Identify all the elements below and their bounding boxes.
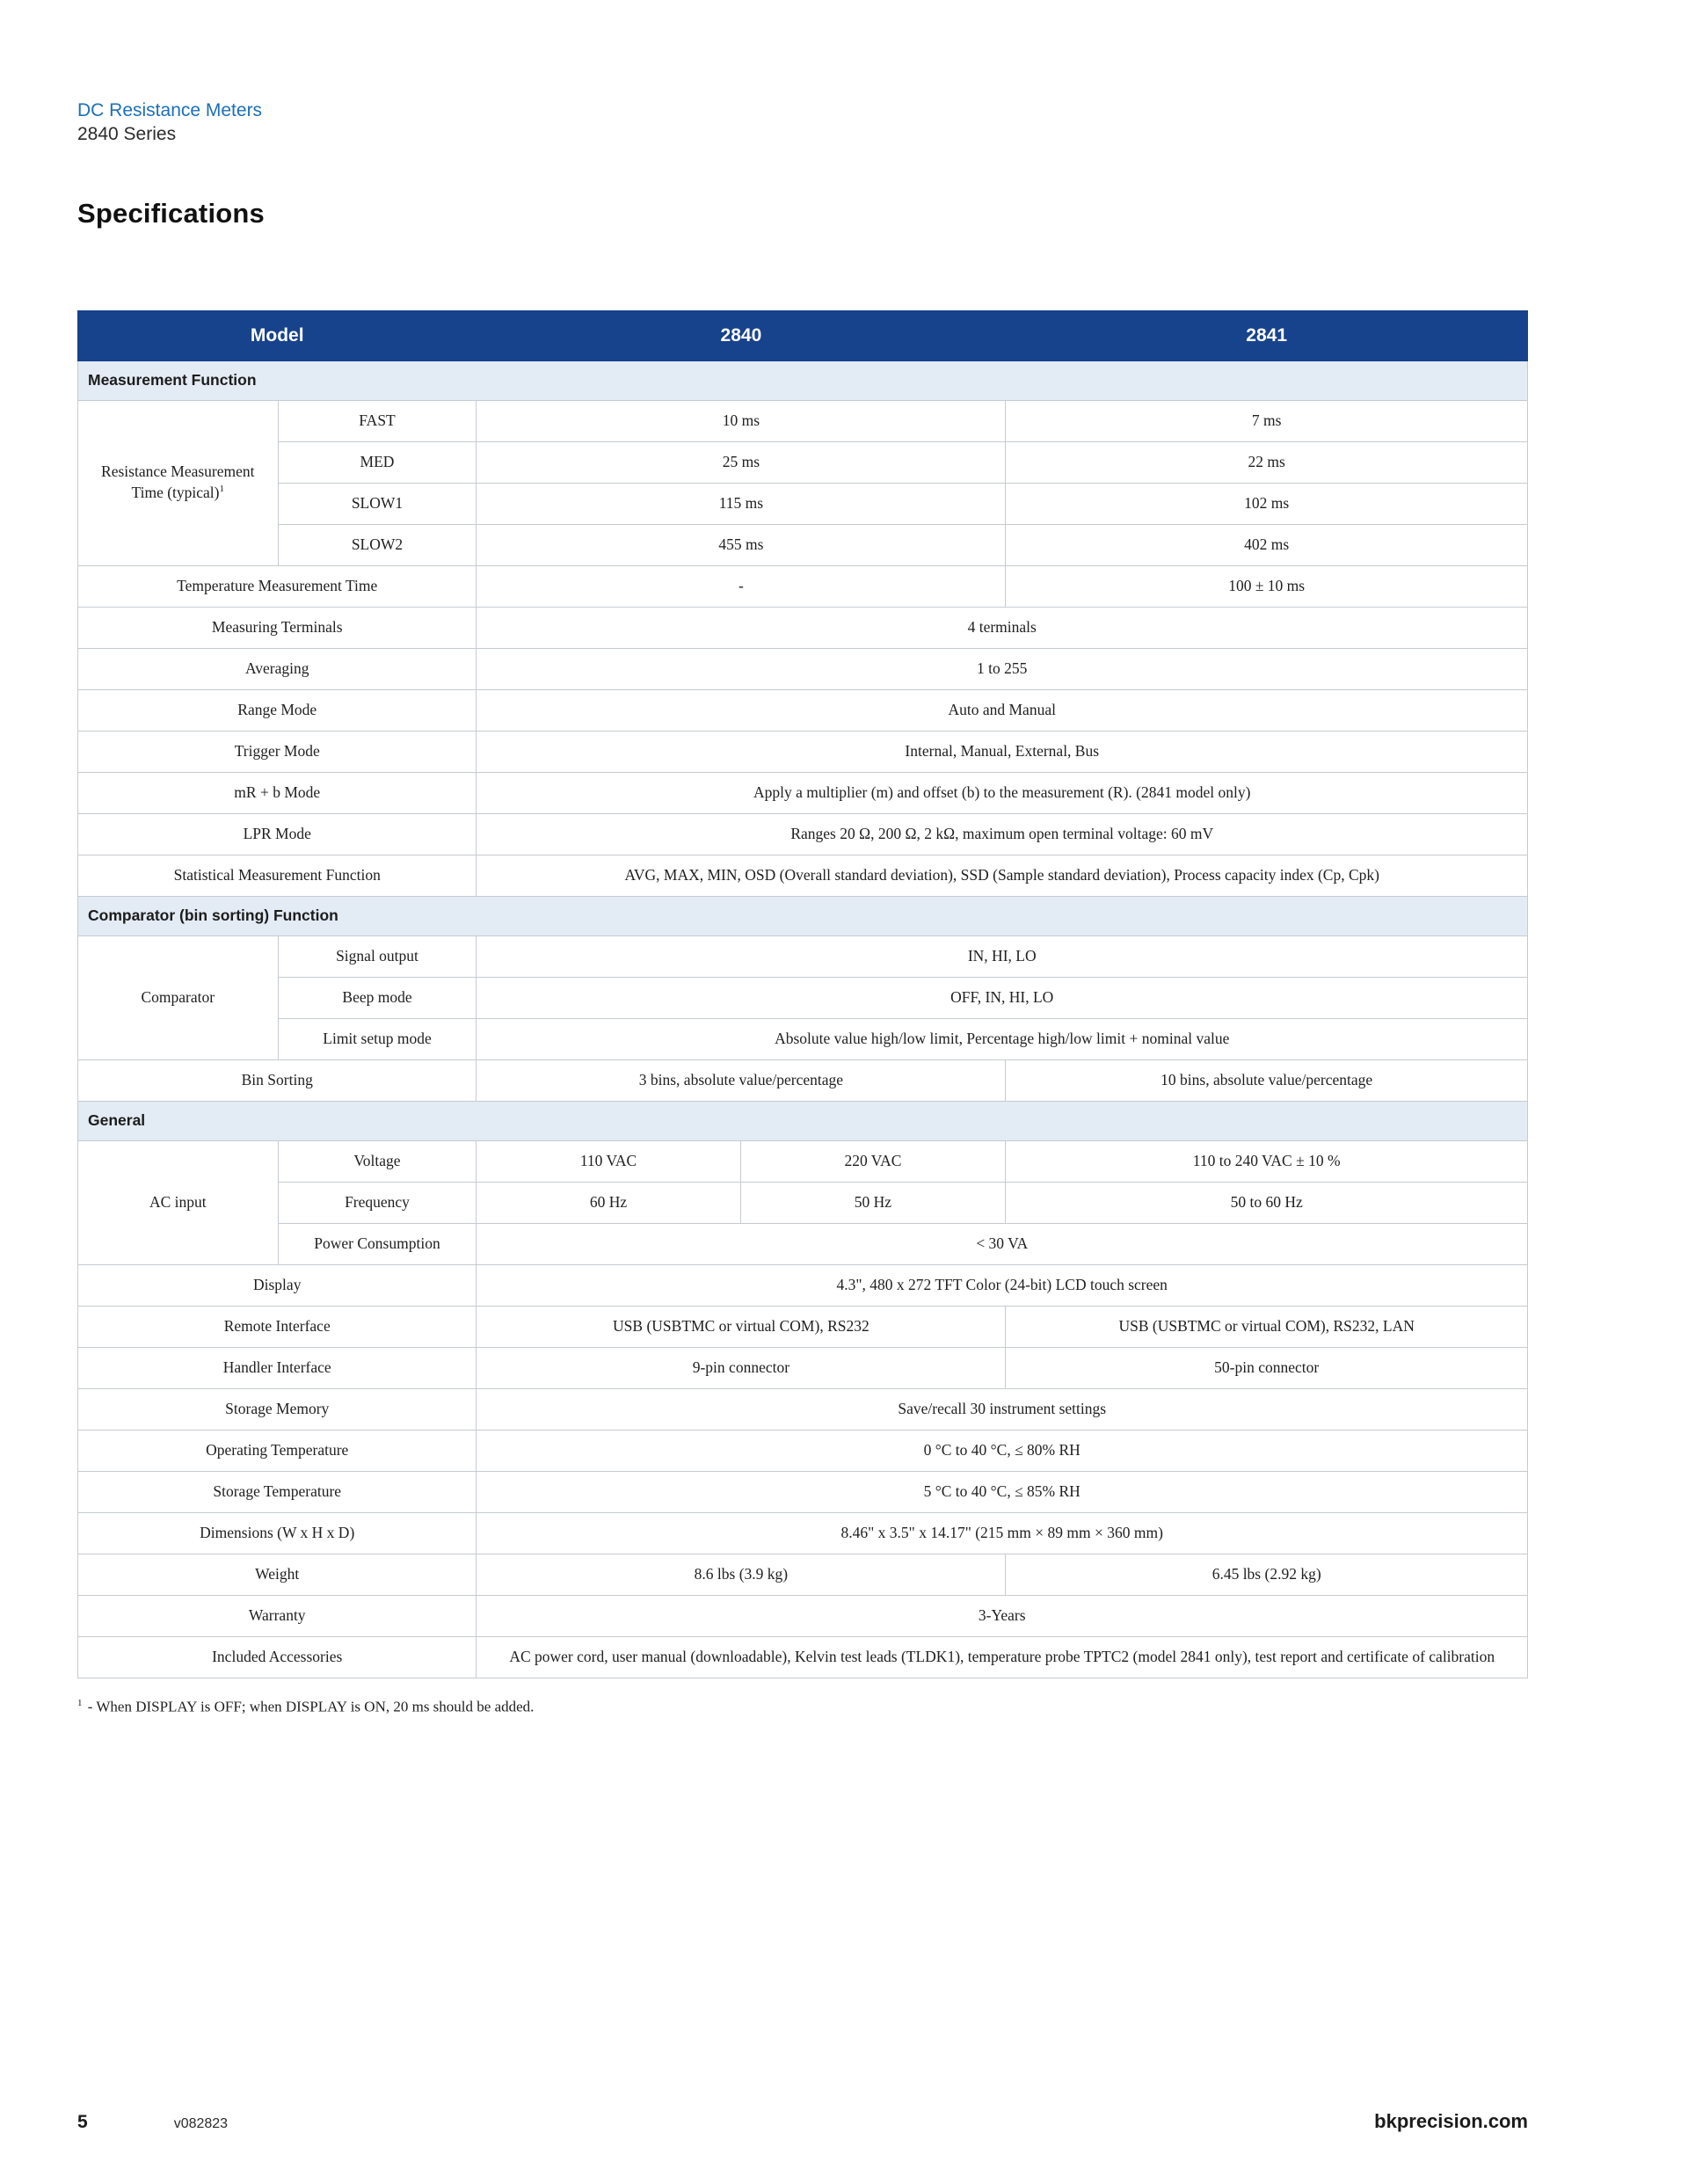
spec-label: Included Accessories (78, 1636, 477, 1678)
spec-sublabel: MED (278, 441, 477, 483)
spec-sublabel: Limit setup mode (278, 1018, 477, 1059)
table-row (78, 731, 1528, 772)
spec-value: 100 ± 10 ms (1006, 565, 1528, 607)
spec-value: 50 to 60 Hz (1006, 1182, 1528, 1223)
footnote (77, 1698, 1528, 1716)
table-row (78, 772, 1528, 813)
spec-value: 60 Hz (477, 1182, 740, 1223)
doc-series: 2840 Series (77, 124, 177, 145)
spec-sublabel: Power Consumption (278, 1223, 477, 1264)
footnote-marker: 1 (77, 1697, 83, 1708)
spec-value: 1 to 255 (477, 648, 1528, 689)
spec-value: 50-pin connector (1006, 1347, 1528, 1388)
table-row (78, 977, 1528, 1018)
table-row (78, 1140, 1528, 1182)
spec-value: AVG, MAX, MIN, OSD (Overall standard deviation), SSD (Sample standard deviation), Process capacity index (Cp, Cpk) (477, 855, 1528, 896)
table-row (78, 1554, 1528, 1595)
spec-value: 4 terminals (477, 607, 1528, 648)
section-row (78, 360, 1528, 400)
spec-value: 110 to 240 VAC ± 10 % (1006, 1140, 1528, 1182)
spec-label: Weight (78, 1554, 477, 1595)
spec-group-label-footnote-marker: 1 (219, 484, 224, 495)
table-row (78, 1595, 1528, 1636)
spec-sublabel: Beep mode (278, 977, 477, 1018)
table-row (78, 1471, 1528, 1512)
spec-value: 9-pin connector (477, 1347, 1006, 1388)
spec-value: USB (USBTMC or virtual COM), RS232, LAN (1006, 1306, 1528, 1347)
spec-value: 4.3", 480 x 272 TFT Color (24-bit) LCD touch screen (477, 1264, 1528, 1306)
table-row (78, 813, 1528, 855)
spec-label: Averaging (78, 648, 477, 689)
spec-value: Internal, Manual, External, Bus (477, 731, 1528, 772)
table-header-row (78, 310, 1528, 360)
section-row (78, 896, 1528, 935)
table-row (78, 565, 1528, 607)
section-header: General (78, 1101, 1528, 1140)
spec-group-label: Comparator (78, 935, 279, 1059)
spec-value: - (477, 565, 1006, 607)
page-title: Specifications (77, 197, 265, 229)
spec-value: 402 ms (1006, 524, 1528, 565)
spec-sublabel: FAST (278, 400, 477, 441)
footer-version: v082823 (173, 2116, 229, 2131)
spec-label: Display (78, 1264, 477, 1306)
spec-label: Trigger Mode (78, 731, 477, 772)
column-header-model: Model (78, 310, 477, 360)
spec-label: Measuring Terminals (78, 607, 477, 648)
specifications-table (77, 310, 1528, 1678)
spec-sublabel: Frequency (278, 1182, 477, 1223)
table-row (78, 1306, 1528, 1347)
spec-value: 8.46" x 3.5" x 14.17" (215 mm × 89 mm × 360 mm) (477, 1512, 1528, 1554)
spec-label: mR + b Mode (78, 772, 477, 813)
spec-value: IN, HI, LO (477, 935, 1528, 977)
spec-label: Handler Interface (78, 1347, 477, 1388)
page-footer (77, 2110, 1528, 2133)
spec-value: 7 ms (1006, 400, 1528, 441)
spec-label: Statistical Measurement Function (78, 855, 477, 896)
table-row (78, 400, 1528, 441)
spec-value: Auto and Manual (477, 689, 1528, 731)
spec-value: 25 ms (477, 441, 1006, 483)
spec-sublabel: Signal output (278, 935, 477, 977)
spec-value: 3 bins, absolute value/percentage (477, 1059, 1006, 1101)
spec-sublabel: Voltage (278, 1140, 477, 1182)
doc-category: DC Resistance Meters (77, 100, 263, 120)
table-row (78, 607, 1528, 648)
spec-label: LPR Mode (78, 813, 477, 855)
column-header-2840: 2840 (477, 310, 1006, 360)
spec-value: Absolute value high/low limit, Percentage high/low limit + nominal value (477, 1018, 1528, 1059)
spec-value: 10 ms (477, 400, 1006, 441)
spec-value: Ranges 20 Ω, 200 Ω, 2 kΩ, maximum open terminal voltage: 60 mV (477, 813, 1528, 855)
spec-value: 5 °C to 40 °C, ≤ 85% RH (477, 1471, 1528, 1512)
spec-value: 220 VAC (740, 1140, 1006, 1182)
table-row (78, 648, 1528, 689)
spec-group-label: AC input (78, 1140, 279, 1264)
table-row (78, 935, 1528, 977)
spec-value: 102 ms (1006, 483, 1528, 524)
spec-value: 455 ms (477, 524, 1006, 565)
spec-group-label: Resistance Measurement Time (typical)$^1$ (78, 400, 279, 565)
table-row (78, 483, 1528, 524)
spec-value: 115 ms (477, 483, 1006, 524)
table-row (78, 1388, 1528, 1430)
spec-value: AC power cord, user manual (downloadable), Kelvin test leads (TLDK1), temperature probe TPTC2 (model 2841 only), test report and certificate of calibration (477, 1636, 1528, 1678)
spec-value: Save/recall 30 instrument settings (477, 1388, 1528, 1430)
spec-value: 10 bins, absolute value/percentage (1006, 1059, 1528, 1101)
table-row (78, 1636, 1528, 1678)
spec-label: Storage Temperature (78, 1471, 477, 1512)
table-row (78, 1223, 1528, 1264)
spec-value: < 30 VA (477, 1223, 1528, 1264)
spec-label: Remote Interface (78, 1306, 477, 1347)
spec-value: 8.6 lbs (3.9 kg) (477, 1554, 1006, 1595)
table-row (78, 524, 1528, 565)
footnote-text: - When DISPLAY is OFF; when DISPLAY is ON, 20 ms should be added. (84, 1698, 535, 1715)
spec-value: 22 ms (1006, 441, 1528, 483)
spec-label: Storage Memory (78, 1388, 477, 1430)
spec-label: Bin Sorting (78, 1059, 477, 1101)
column-header-2841: 2841 (1006, 310, 1528, 360)
footer-page-number: 5 (77, 2112, 88, 2132)
section-header: Measurement Function (78, 360, 1528, 400)
table-row (78, 1264, 1528, 1306)
section-row (78, 1101, 1528, 1140)
spec-value: Apply a multiplier (m) and offset (b) to the measurement (R). (2841 model only) (477, 772, 1528, 813)
spec-value: 110 VAC (477, 1140, 740, 1182)
spec-label: Warranty (78, 1595, 477, 1636)
spec-value: 3-Years (477, 1595, 1528, 1636)
table-row (78, 1059, 1528, 1101)
spec-sublabel: SLOW2 (278, 524, 477, 565)
table-row (78, 1018, 1528, 1059)
spec-label: Operating Temperature (78, 1430, 477, 1471)
spec-label: Dimensions (W x H x D) (78, 1512, 477, 1554)
table-row (78, 1182, 1528, 1223)
spec-label: Temperature Measurement Time (78, 565, 477, 607)
table-row (78, 1512, 1528, 1554)
table-row (78, 1430, 1528, 1471)
table-body (78, 360, 1528, 1678)
table-row (78, 441, 1528, 483)
spec-value: 6.45 lbs (2.92 kg) (1006, 1554, 1528, 1595)
spec-sublabel: SLOW1 (278, 483, 477, 524)
table-row (78, 855, 1528, 896)
section-header: Comparator (bin sorting) Function (78, 896, 1528, 935)
spec-value: 50 Hz (740, 1182, 1006, 1223)
table-row (78, 1347, 1528, 1388)
spec-label: Range Mode (78, 689, 477, 731)
spec-value: OFF, IN, HI, LO (477, 977, 1528, 1018)
table-head (78, 310, 1528, 360)
spec-value: 0 °C to 40 °C, ≤ 80% RH (477, 1430, 1528, 1471)
footer-website: bkprecision.com (1374, 2110, 1528, 2132)
spec-value: USB (USBTMC or virtual COM), RS232 (477, 1306, 1006, 1347)
table-row (78, 689, 1528, 731)
